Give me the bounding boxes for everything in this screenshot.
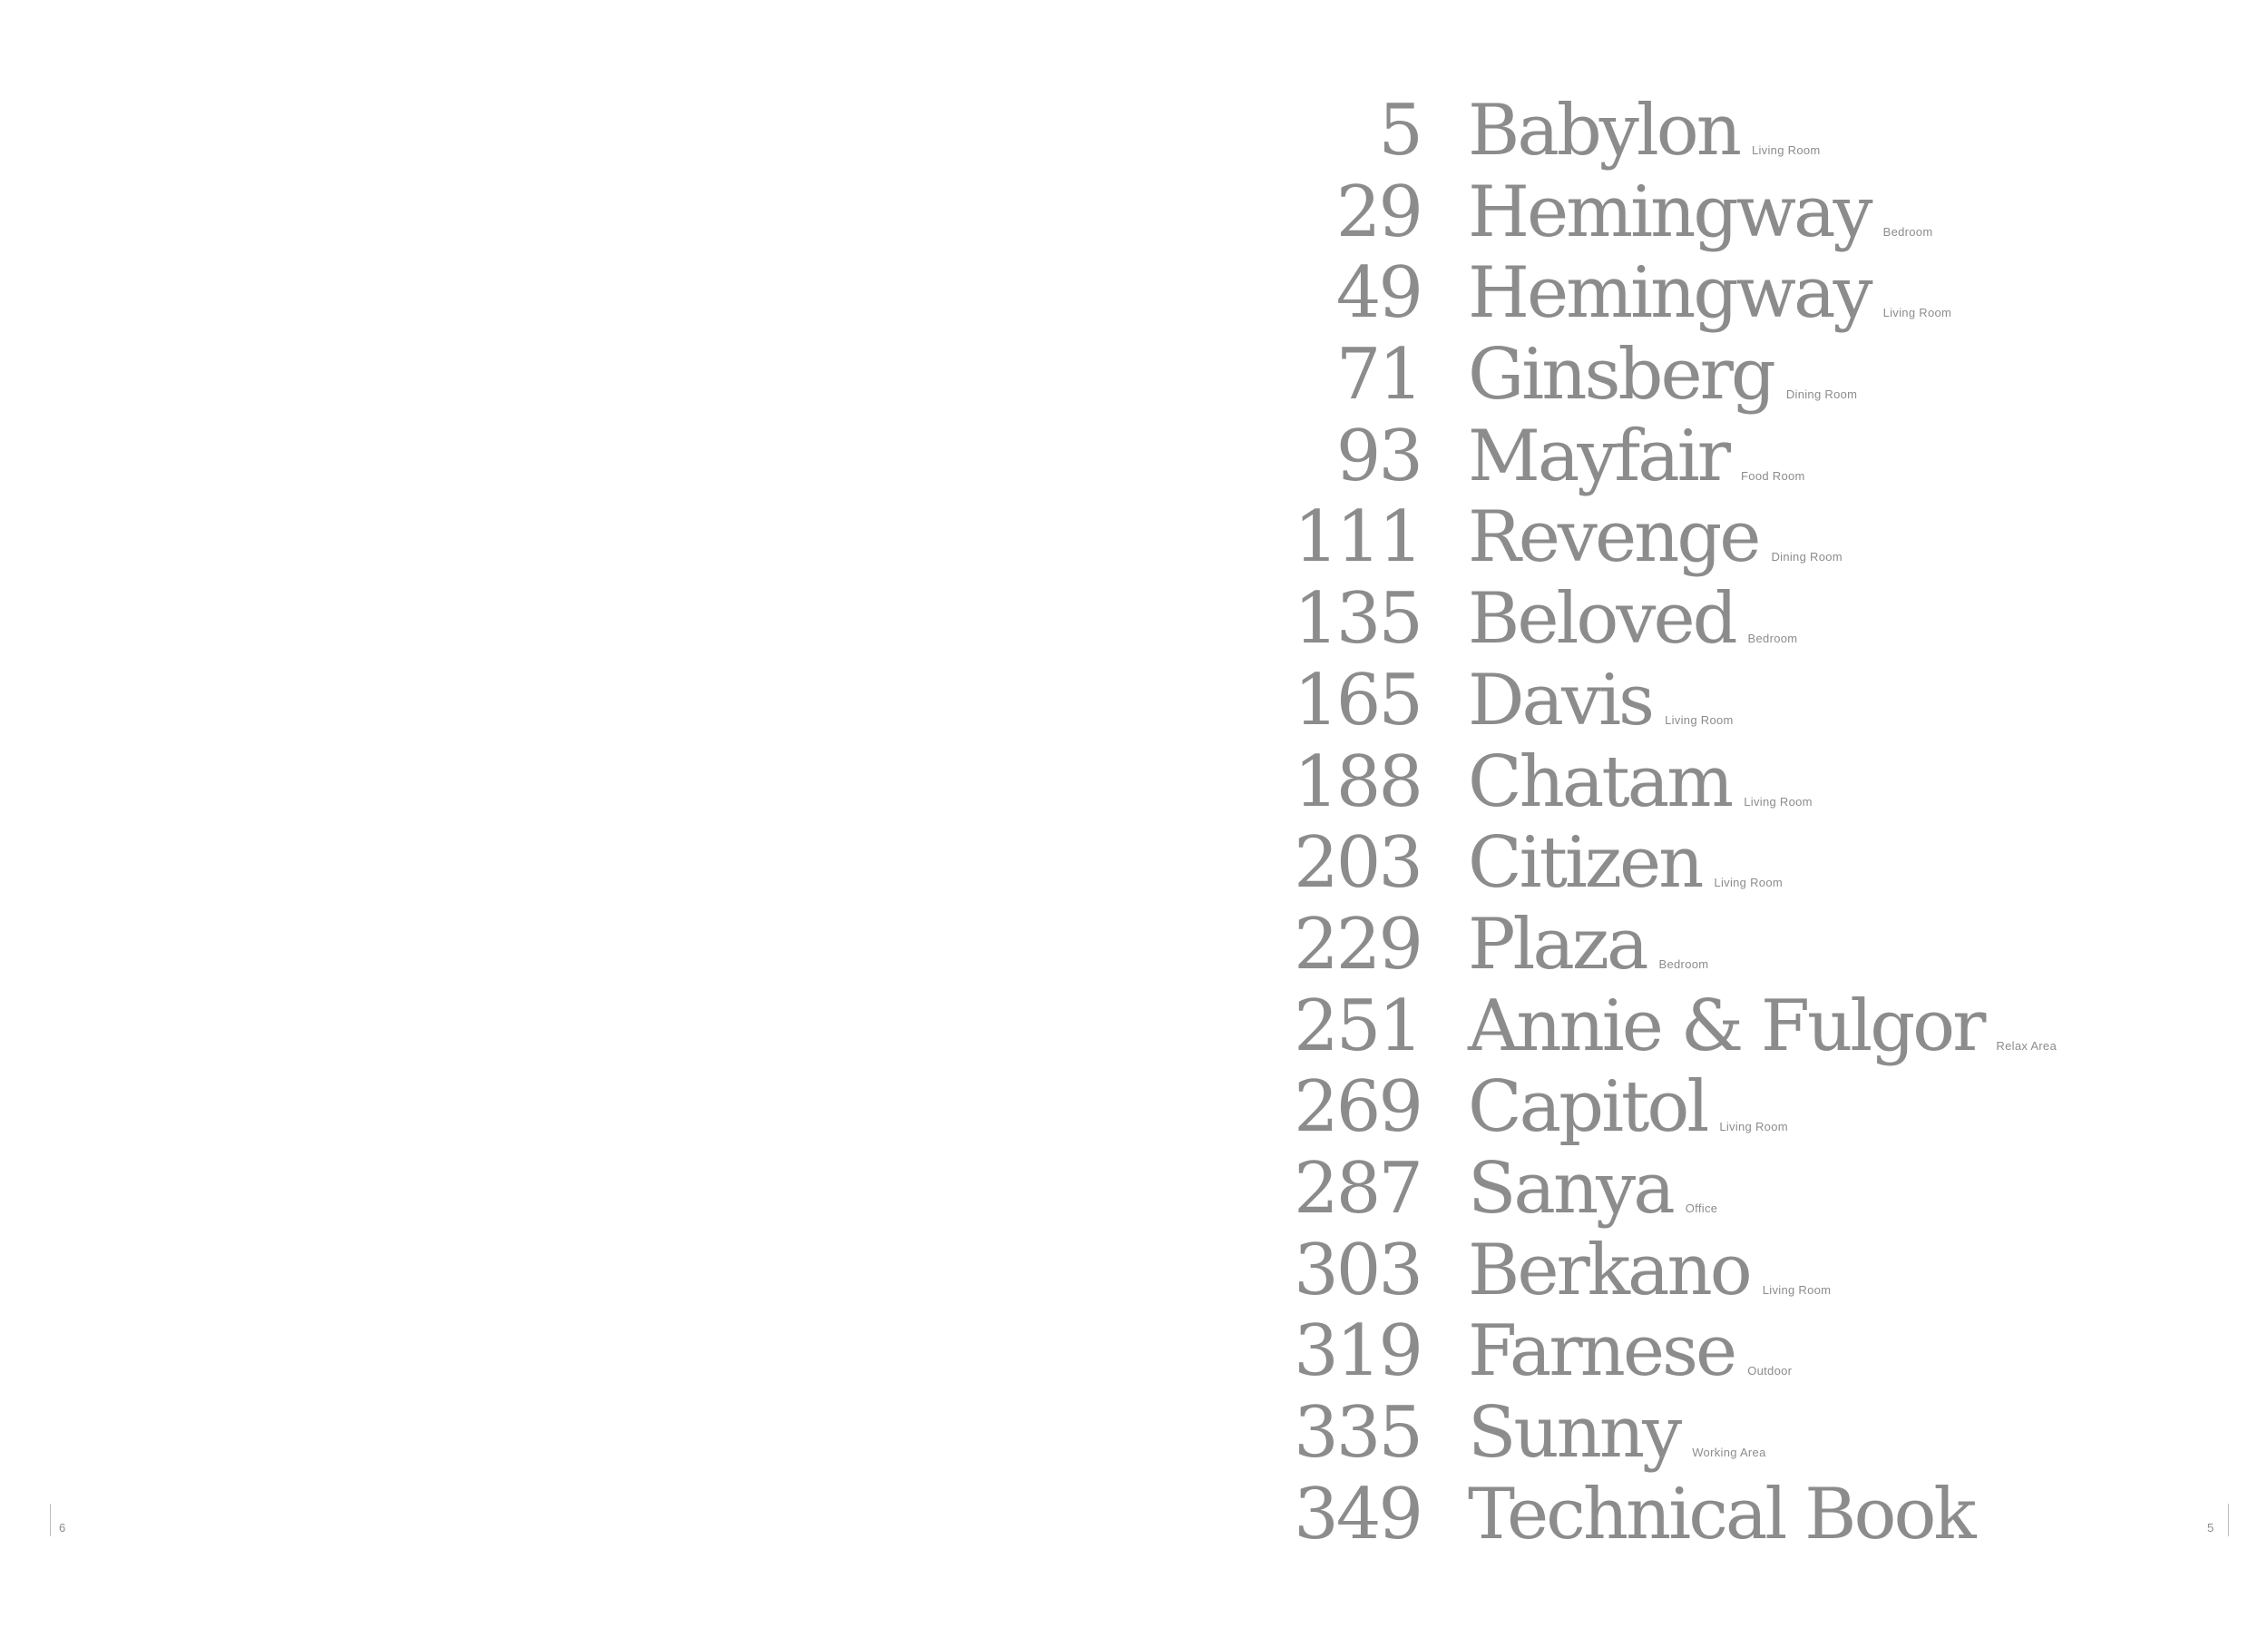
toc-title: Beloved [1468, 578, 1735, 661]
toc-entry[interactable] [1270, 1149, 2177, 1231]
toc-page-number: 111 [1294, 496, 1421, 579]
toc-entry[interactable] [1270, 253, 2177, 335]
toc-room-label: Bedroom [1882, 224, 1933, 239]
toc-room-label: Living Room [1719, 1120, 1788, 1134]
toc-entry[interactable] [1270, 1231, 2177, 1312]
toc-entry[interactable] [1270, 91, 2177, 172]
table-of-contents [1270, 91, 2177, 1555]
toc-room-label: Living Room [1762, 1282, 1832, 1297]
toc-page-number: 165 [1294, 659, 1421, 741]
toc-room-label: Food Room [1741, 468, 1805, 483]
toc-title: Sunny [1468, 1392, 1680, 1474]
toc-entry[interactable] [1270, 1393, 2177, 1475]
left-page-rule [50, 1504, 51, 1536]
toc-title: Babylon [1468, 90, 1739, 172]
toc-entry[interactable] [1270, 335, 2177, 417]
toc-room-label: Living Room [1882, 306, 1952, 320]
toc-page-number: 71 [1335, 334, 1421, 417]
toc-page-number: 269 [1294, 1066, 1421, 1149]
toc-page-number: 303 [1294, 1229, 1421, 1311]
toc-page-number: 287 [1294, 1147, 1421, 1230]
toc-room-label: Outdoor [1747, 1364, 1793, 1378]
right-page-number: 5 [2207, 1521, 2214, 1535]
toc-entry[interactable] [1270, 1475, 2177, 1556]
toc-page-number: 93 [1335, 415, 1421, 497]
toc-page-number: 319 [1294, 1310, 1421, 1393]
toc-title: Annie & Fulgor [1468, 985, 1984, 1067]
toc-room-label: Bedroom [1747, 632, 1798, 646]
toc-entry[interactable] [1270, 905, 2177, 986]
toc-title: Sanya [1468, 1147, 1673, 1230]
toc-page-number: 203 [1294, 822, 1421, 905]
toc-room-label: Office [1685, 1201, 1718, 1215]
toc-room-label: Living Room [1714, 876, 1783, 890]
toc-title: Ginsberg [1468, 334, 1774, 417]
toc-room-label: Relax Area [1996, 1038, 2057, 1053]
toc-title: Citizen [1468, 822, 1702, 905]
toc-page-number: 229 [1294, 903, 1421, 986]
toc-room-label: Bedroom [1658, 956, 1709, 971]
toc-page-number: 349 [1294, 1473, 1421, 1555]
left-page-number: 6 [59, 1521, 66, 1535]
toc-title: Mayfair [1468, 415, 1729, 497]
toc-entry[interactable] [1270, 172, 2177, 254]
toc-title: Hemingway [1468, 171, 1871, 253]
toc-room-label: Dining Room [1771, 550, 1843, 564]
right-page-rule [2228, 1504, 2229, 1536]
toc-entry[interactable] [1270, 579, 2177, 661]
toc-entry[interactable] [1270, 986, 2177, 1068]
toc-entry[interactable] [1270, 417, 2177, 498]
toc-title: Berkano [1468, 1229, 1750, 1311]
toc-page-number: 5 [1378, 90, 1421, 172]
toc-page-number: 251 [1294, 985, 1421, 1067]
toc-entry[interactable] [1270, 823, 2177, 905]
toc-title: Plaza [1468, 903, 1647, 986]
toc-room-label: Living Room [1751, 143, 1821, 157]
toc-title: Farnese [1468, 1310, 1735, 1393]
toc-entry[interactable] [1270, 1067, 2177, 1149]
toc-page-number: 335 [1294, 1392, 1421, 1474]
toc-entry[interactable] [1270, 742, 2177, 824]
toc-room-label: Living Room [1744, 794, 1813, 809]
toc-title: Chatam [1468, 740, 1732, 823]
toc-room-label: Working Area [1692, 1446, 1766, 1459]
toc-page-number: 29 [1335, 171, 1421, 253]
toc-room-label: Dining Room [1785, 387, 1858, 402]
toc-title: Revenge [1468, 496, 1759, 579]
toc-title: Capitol [1468, 1066, 1707, 1149]
toc-room-label: Living Room [1665, 712, 1734, 727]
toc-page-number: 135 [1294, 578, 1421, 661]
toc-title: Hemingway [1468, 252, 1871, 335]
toc-entry[interactable] [1270, 661, 2177, 742]
toc-entry[interactable] [1270, 1311, 2177, 1393]
toc-entry[interactable] [1270, 497, 2177, 579]
toc-title: Davis [1468, 659, 1653, 741]
toc-page-number: 188 [1294, 740, 1421, 823]
toc-title: Technical Book [1468, 1473, 1974, 1555]
toc-page-number: 49 [1335, 252, 1421, 335]
